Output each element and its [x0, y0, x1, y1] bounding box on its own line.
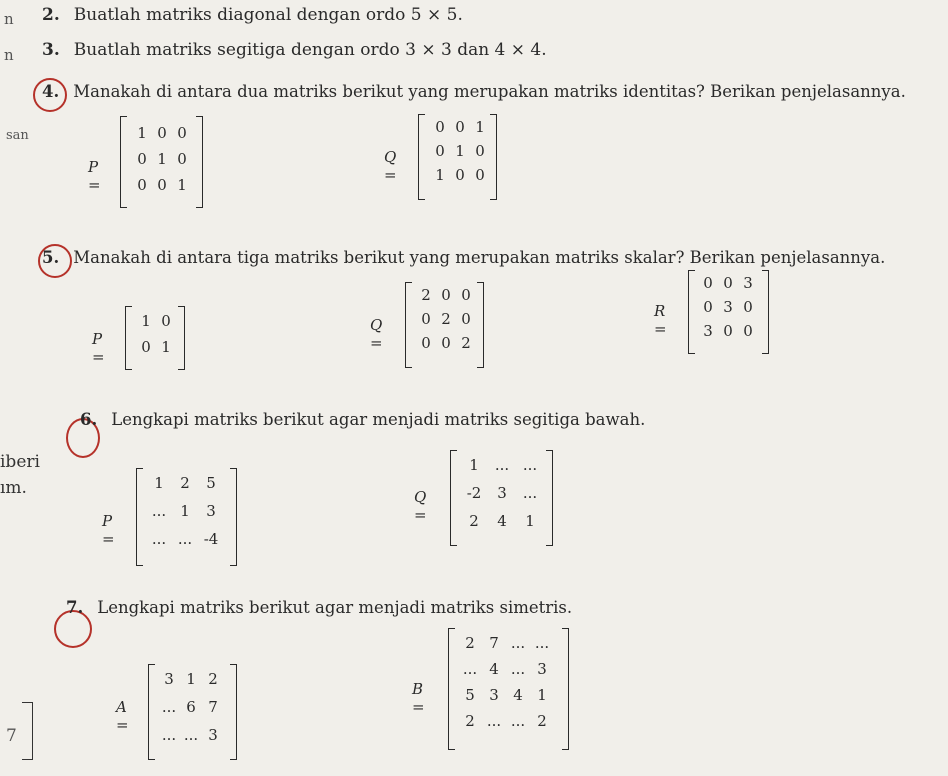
matrix-cell: ...: [510, 660, 526, 678]
matrix-cell: 5: [465, 686, 475, 704]
matrix-cell: 2: [180, 474, 190, 492]
matrix-cell: 4: [489, 660, 499, 678]
right-bracket: [230, 664, 237, 760]
right-bracket: [230, 468, 237, 566]
question-7: [66, 598, 572, 617]
matrix-cell: 2: [461, 334, 471, 352]
matrix-cell: 2: [441, 310, 451, 328]
matrix-cell: 4: [497, 512, 507, 530]
matrix-cell: 0: [723, 322, 733, 340]
matrix-cell: 1: [455, 142, 465, 160]
question-text: Manakah di antara tiga matriks berikut yang merupakan matriks skalar? Berikan penjelasannya.: [73, 248, 886, 267]
matrix-cell: ...: [494, 456, 510, 474]
question-number: 6.: [80, 410, 98, 429]
matrix-cell: 0: [137, 150, 147, 168]
matrix-cell: ...: [462, 660, 478, 678]
matrix-cell: 5: [206, 474, 216, 492]
matrix-cell: 0: [461, 310, 471, 328]
left-bracket: [448, 628, 455, 750]
matrix-cell: 0: [157, 124, 167, 142]
margin-note: ım.: [0, 478, 27, 498]
question-number: 4.: [42, 82, 60, 101]
margin-note: n: [4, 10, 14, 28]
matrix-cell: 3: [206, 502, 216, 520]
matrix-cell: 0: [703, 274, 713, 292]
left-bracket: [136, 468, 143, 566]
matrix-cell: ...: [510, 712, 526, 730]
matrix-cell: 2: [421, 286, 431, 304]
matrix-cell: ...: [177, 530, 193, 548]
margin-bracket: [22, 702, 33, 760]
matrix-cell: 1: [537, 686, 547, 704]
matrix-cell: -2: [466, 484, 482, 502]
matrix-cell: 1: [525, 512, 535, 530]
matrix-cell: ...: [522, 484, 538, 502]
left-bracket: [418, 114, 425, 200]
right-bracket: [196, 116, 203, 208]
matrix-cell: ...: [522, 456, 538, 474]
matrix-name: R =: [654, 302, 667, 338]
matrix-cell: 0: [743, 322, 753, 340]
matrix-cell: 0: [455, 118, 465, 136]
question-number: 2.: [42, 5, 60, 25]
right-bracket: [562, 628, 569, 750]
matrix-cell: 0: [743, 298, 753, 316]
question-text: Buatlah matriks diagonal dengan ordo 5 × 5.: [73, 5, 463, 25]
matrix-cell: 1: [154, 474, 164, 492]
left-bracket: [450, 450, 457, 546]
question-5: [42, 248, 885, 267]
matrix-cell: 1: [137, 124, 147, 142]
matrix-name: P =: [92, 330, 105, 366]
matrix-cell: ...: [161, 726, 177, 744]
matrix-cell: 0: [723, 274, 733, 292]
question-text: Lengkapi matriks berikut agar menjadi matriks segitiga bawah.: [111, 410, 646, 429]
matrix-cell: 0: [177, 150, 187, 168]
question-number: 5.: [42, 248, 60, 267]
matrix-cell: 7: [208, 698, 218, 716]
question-6: [80, 410, 645, 429]
left-bracket: [125, 306, 132, 370]
left-bracket: [148, 664, 155, 760]
question-text: Manakah di antara dua matriks berikut yang merupakan matriks identitas? Berikan penjelasannya.: [73, 82, 906, 101]
question-number: 7.: [66, 598, 84, 617]
question-text: Buatlah matriks segitiga dengan ordo 3 × 3 dan 4 × 4.: [73, 40, 547, 60]
matrix-cell: -4: [203, 530, 219, 548]
matrix-name: P =: [102, 512, 115, 548]
matrix-cell: 0: [441, 286, 451, 304]
matrix-cell: 0: [441, 334, 451, 352]
matrix-cell: 1: [475, 118, 485, 136]
matrix-cell: ...: [486, 712, 502, 730]
matrix-cell: 3: [723, 298, 733, 316]
matrix-name: Q =: [370, 316, 383, 352]
matrix-cell: 0: [157, 176, 167, 194]
matrix-name: Q =: [414, 488, 427, 524]
matrix-cell: 0: [177, 124, 187, 142]
matrix-name: B =: [412, 680, 425, 716]
matrix-cell: ...: [161, 698, 177, 716]
matrix-cell: 0: [141, 338, 151, 356]
matrix-cell: 2: [465, 634, 475, 652]
matrix-cell: 0: [137, 176, 147, 194]
matrix-cell: 3: [489, 686, 499, 704]
matrix-cell: 0: [435, 118, 445, 136]
matrix-cell: 3: [497, 484, 507, 502]
matrix-cell: 6: [186, 698, 196, 716]
matrix-cell: 1: [180, 502, 190, 520]
margin-note: san: [6, 128, 29, 143]
matrix-cell: 0: [421, 334, 431, 352]
matrix-name: Q =: [384, 148, 397, 184]
matrix-cell: 3: [164, 670, 174, 688]
left-bracket: [120, 116, 127, 208]
matrix-cell: 2: [465, 712, 475, 730]
right-bracket: [490, 114, 497, 200]
matrix-cell: 7: [489, 634, 499, 652]
matrix-cell: ...: [534, 634, 550, 652]
matrix-cell: ...: [151, 530, 167, 548]
matrix-name: P =: [88, 158, 101, 194]
right-bracket: [762, 270, 769, 354]
question-4: [42, 82, 906, 101]
matrix-cell: 1: [157, 150, 167, 168]
matrix-cell: 2: [469, 512, 479, 530]
matrix-cell: ...: [183, 726, 199, 744]
matrix-cell: 3: [703, 322, 713, 340]
matrix-cell: 0: [475, 142, 485, 160]
matrix-cell: 1: [435, 166, 445, 184]
margin-note: n: [4, 46, 14, 64]
matrix-cell: 1: [186, 670, 196, 688]
question-3: [42, 40, 547, 60]
matrix-cell: 1: [469, 456, 479, 474]
matrix-cell: ...: [151, 502, 167, 520]
margin-note: iberi: [0, 452, 40, 472]
question-number: 3.: [42, 40, 60, 60]
question-text: Lengkapi matriks berikut agar menjadi matriks simetris.: [97, 598, 573, 617]
matrix-cell: 3: [208, 726, 218, 744]
matrix-cell: ...: [510, 634, 526, 652]
matrix-cell: 0: [461, 286, 471, 304]
matrix-cell: 0: [455, 166, 465, 184]
matrix-cell: 0: [435, 142, 445, 160]
matrix-cell: 1: [177, 176, 187, 194]
matrix-cell: 0: [703, 298, 713, 316]
matrix-cell: 0: [421, 310, 431, 328]
matrix-cell: 4: [513, 686, 523, 704]
right-bracket: [546, 450, 553, 546]
matrix-cell: 0: [475, 166, 485, 184]
matrix-cell: 1: [141, 312, 151, 330]
matrix-cell: 2: [537, 712, 547, 730]
matrix-cell: 3: [537, 660, 547, 678]
matrix-cell: 2: [208, 670, 218, 688]
matrix-cell: 0: [161, 312, 171, 330]
right-bracket: [477, 282, 484, 368]
question-2: [42, 5, 463, 25]
left-bracket: [688, 270, 695, 354]
matrix-cell: 3: [743, 274, 753, 292]
matrix-name: A =: [116, 698, 129, 734]
right-bracket: [178, 306, 185, 370]
left-bracket: [405, 282, 412, 368]
matrix-cell: 1: [161, 338, 171, 356]
margin-note: 7: [6, 726, 17, 746]
